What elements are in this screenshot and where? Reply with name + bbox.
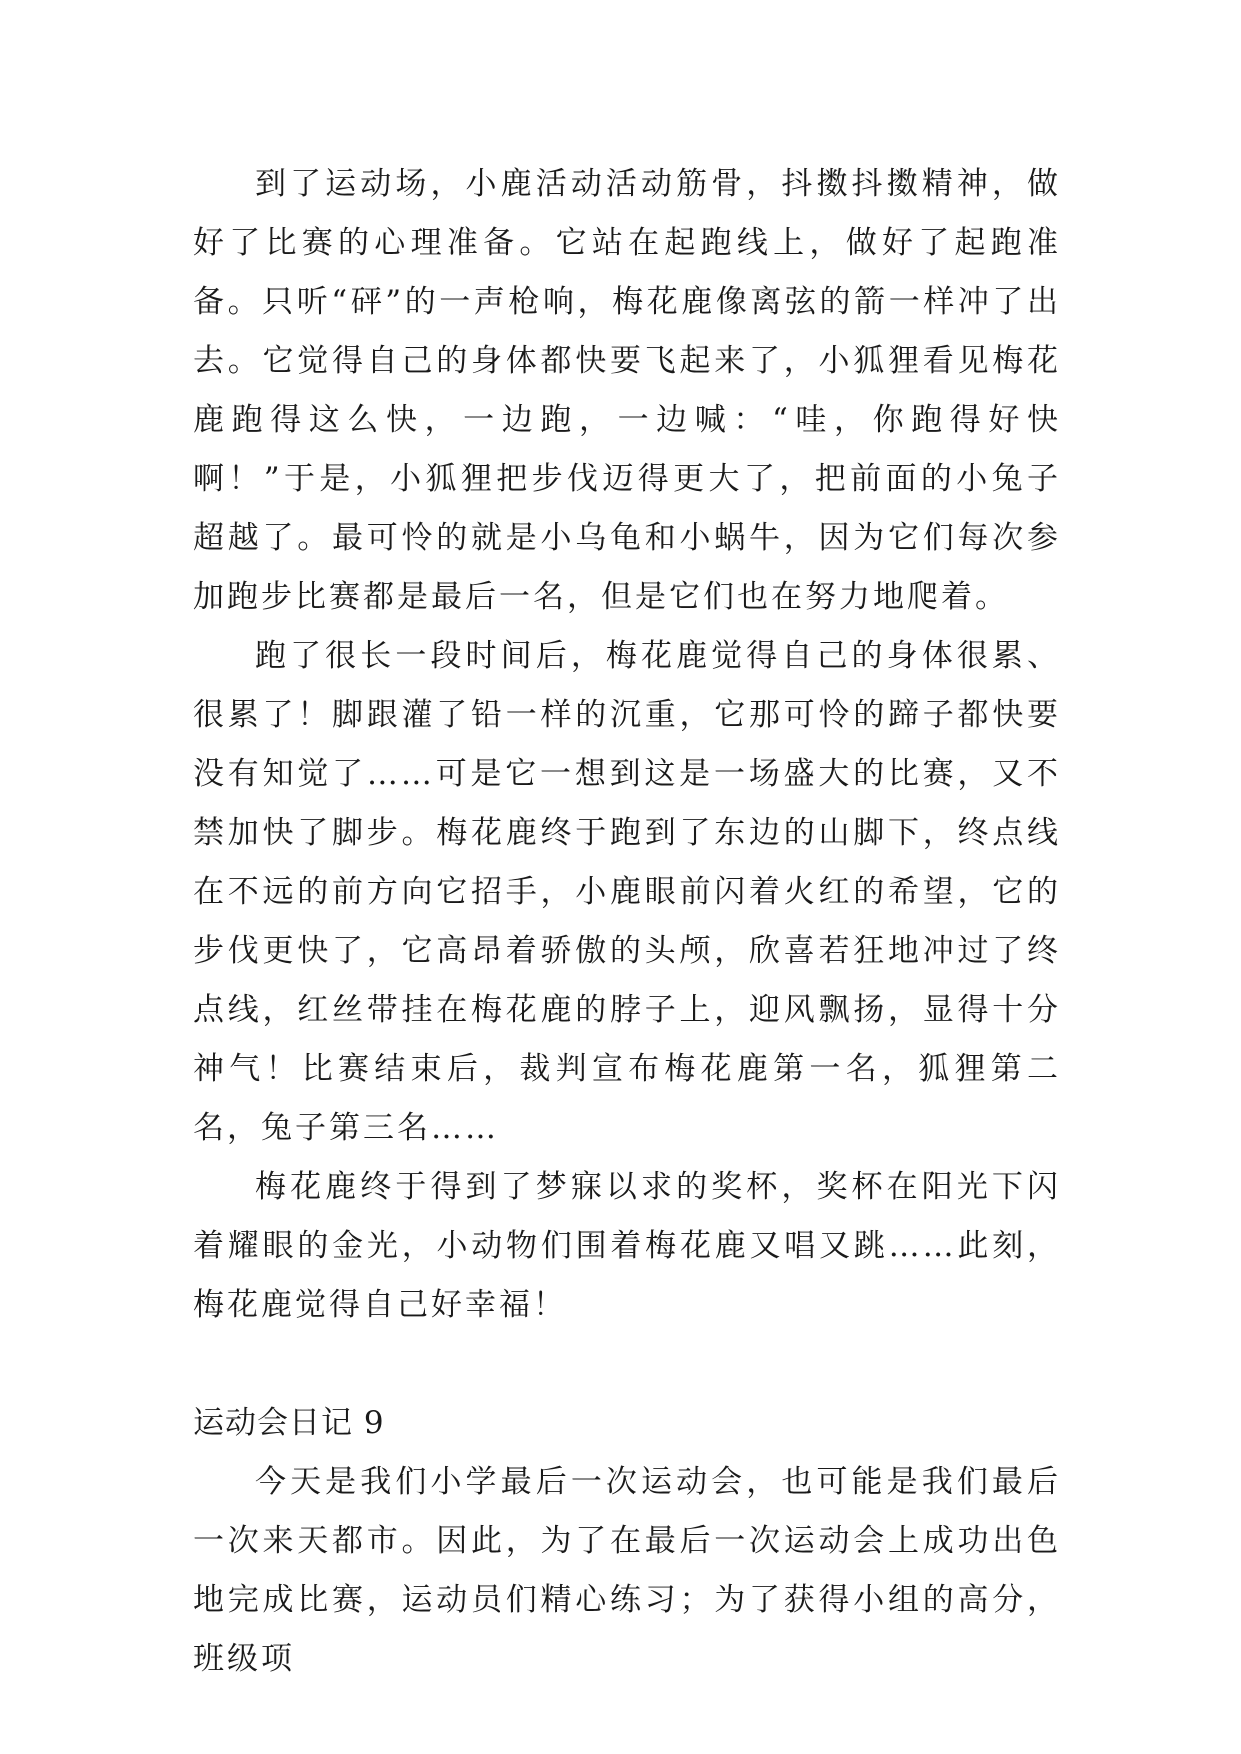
document-body [193, 155, 1061, 1689]
paragraph: 跑了很长一段时间后，梅花鹿觉得自己的身体很累、很累了！脚跟灌了铅一样的沉重，它那可怜的蹄子都快要没有知觉了……可是它一想到这是一场盛大的比赛，又不禁加快了脚步。梅花鹿终于跑到了东边的山脚下，终点线在不远的前方向它招手，小鹿眼前闪着火红的希望，它的步伐更快了，它高昂着骄傲的头颅，欣喜若狂地冲过了终点线，红丝带挂在梅花鹿的脖子上，迎风飘扬，显得十分神气！比赛结束后，裁判宣布梅花鹿第一名，狐狸第二名，兔子第三名…… [193, 638, 1061, 1146]
paragraph: 梅花鹿终于得到了梦寐以求的奖杯，奖杯在阳光下闪着耀眼的金光，小动物们围着梅花鹿又唱又跳……此刻，梅花鹿觉得自己好幸福！ [193, 1169, 1061, 1323]
section-title: 运动会日记 9 [193, 1405, 385, 1441]
paragraph: 到了运动场，小鹿活动活动筋骨，抖擞抖擞精神，做好了比赛的心理准备。它站在起跑线上，做好了起跑准备。只听“砰”的一声枪响，梅花鹿像离弦的箭一样冲了出去。它觉得自己的身体都快要飞起来了，小狐狸看见梅花鹿跑得这么快，一边跑，一边喊：“哇，你跑得好快啊！”于是，小狐狸把步伐迈得更大了，把前面的小兔子超越了。最可怜的就是小乌龟和小蜗牛，因为它们每次参加跑步比赛都是最后一名，但是它们也在努力地爬着。 [193, 166, 1061, 615]
paragraph: 今天是我们小学最后一次运动会，也可能是我们最后一次来天都市。因此，为了在最后一次运动会上成功出色地完成比赛，运动员们精心练习；为了获得小组的高分，班级项 [193, 1464, 1061, 1677]
